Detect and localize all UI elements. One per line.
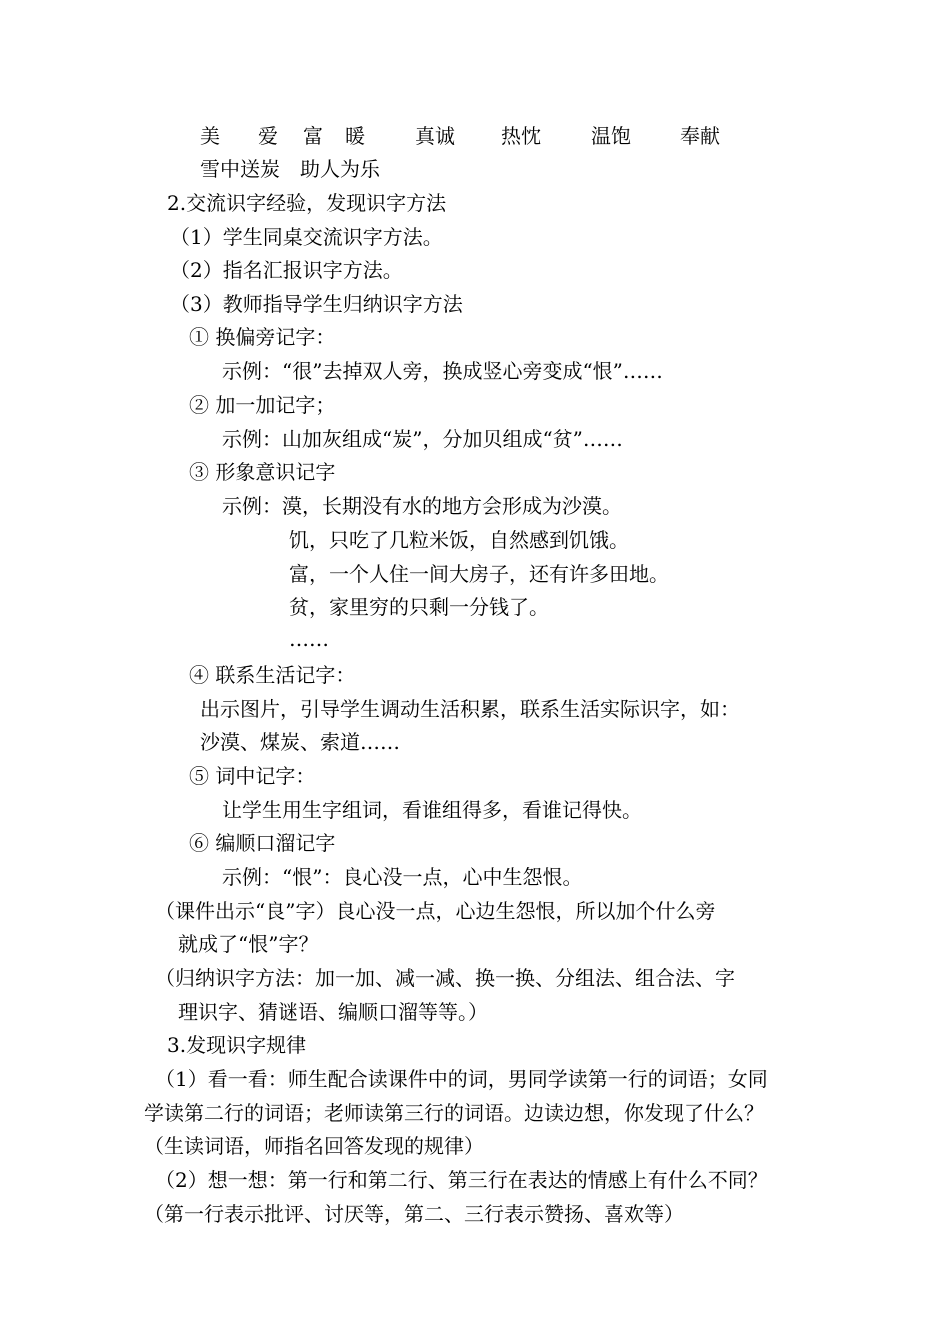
step-item: （2）指名汇报识字方法。 [170,258,403,282]
method-heading: ③ 形象意识记字 [189,460,336,484]
body-text: 出示图片，引导学生调动生活积累，联系生活实际识字，如： [200,697,740,721]
idiom-row: 雪中送炭 助人为乐 [200,157,380,181]
method-heading: ⑥ 编顺口溜记字 [189,831,336,855]
example-text: 示例：漠，长期没有水的地方会形成为沙漠。 [222,494,622,518]
word: 真诚 [415,124,455,148]
word: 奉献 [680,124,720,148]
example-text: 示例：“很”去掉双人旁，换成竖心旁变成“恨”…… [222,359,663,383]
method-heading: ① 换偏旁记字： [189,325,336,349]
ellipsis: …… [289,627,329,651]
section-heading: 3.发现识字规律 [167,1033,307,1057]
word: 富 [303,124,323,148]
body-text: （2）想一想：第一行和第二行、第三行在表达的情感上有什么不同？ [155,1168,768,1192]
method-heading: ② 加一加记字； [189,393,336,417]
word: 暖 [345,124,365,148]
body-text: （第一行表示批评、讨厌等，第二、三行表示赞扬、喜欢等） [144,1202,684,1226]
word: 热忱 [501,124,541,148]
body-text: 就成了“恨”字？ [178,932,319,956]
method-heading: ④ 联系生活记字： [189,663,356,687]
body-text: （生读词语，师指名回答发现的规律） [144,1134,484,1158]
body-text: （课件出示“良”字）良心没一点，心边生怨恨，所以加个什么旁 [155,899,716,923]
example-text: 示例：山加灰组成“炭”，分加贝组成“贫”…… [222,427,623,451]
body-text: 理识字、猜谜语、编顺口溜等等。） [178,1000,488,1024]
word: 温饱 [591,124,631,148]
word: 美 [200,124,220,148]
method-heading: ⑤ 词中记字： [189,764,316,788]
body-text: 沙漠、煤炭、索道…… [200,730,400,754]
step-item: （3）教师指导学生归纳识字方法 [170,292,463,316]
body-text: 让学生用生字组词，看谁组得多，看谁记得快。 [222,798,642,822]
example-text: 饥，只吃了几粒米饭，自然感到饥饿。 [289,528,629,552]
example-text: 示例：“恨”：良心没一点，心中生怨恨。 [222,865,583,889]
body-text: 学读第二行的词语；老师读第三行的词语。边读边想，你发现了什么？ [144,1101,764,1125]
step-item: （1）学生同桌交流识字方法。 [170,225,443,249]
word: 爱 [258,124,278,148]
example-text: 富，一个人住一间大房子，还有许多田地。 [289,562,669,586]
section-heading: 2.交流识字经验，发现识字方法 [167,191,447,215]
body-text: （归纳识字方法：加一加、减一减、换一换、分组法、组合法、字 [155,966,735,990]
body-text: （1）看一看：师生配合读课件中的词，男同学读第一行的词语；女同 [155,1067,768,1091]
example-text: 贫，家里穷的只剩一分钱了。 [289,595,549,619]
